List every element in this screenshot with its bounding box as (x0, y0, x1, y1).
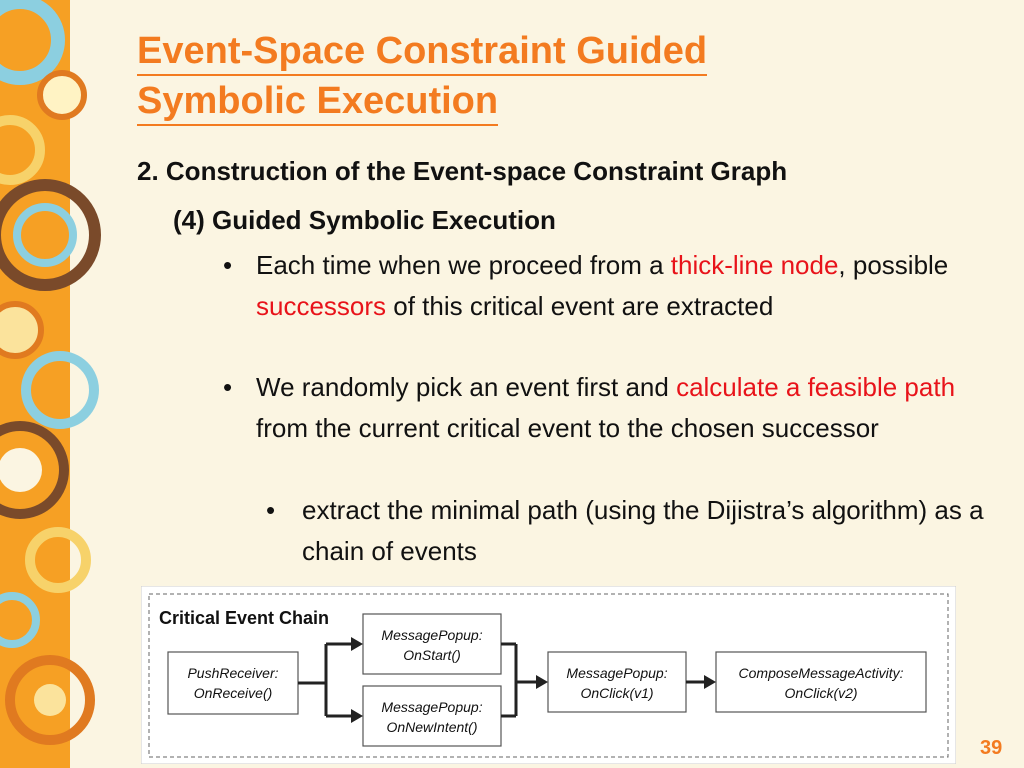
bullet-item-1 (223, 245, 996, 327)
node-label-line2: OnClick(v1) (580, 685, 654, 701)
slide-title-line2: Symbolic Execution (137, 78, 498, 126)
slide-title (137, 26, 707, 126)
node-label-line1: MessagePopup: (381, 699, 483, 715)
node-label-line1: MessagePopup: (381, 627, 483, 643)
node-label-line1: MessagePopup: (566, 665, 668, 681)
event-node (168, 652, 298, 714)
section-heading: 2. Construction of the Event-space Constraint Graph (137, 156, 788, 186)
figure-title: Critical Event Chain (159, 608, 330, 628)
decorative-circles-border (0, 0, 130, 768)
bullet2-text-2: from the current critical event to the chosen successor (256, 413, 879, 443)
node-label-line2: OnReceive() (193, 685, 273, 701)
bullet2-text-1: We randomly pick an event first and (256, 372, 677, 402)
bullet-dot: • (223, 250, 233, 280)
page-number: 39 (980, 737, 1003, 759)
bullet3-text: extract the minimal path (using the Dijistra’s algorithm) as a chain of events (302, 495, 984, 566)
event-node (716, 652, 926, 712)
bullet-item-3 (266, 490, 992, 572)
slide-title-line1: Event-Space Constraint Guided (137, 28, 707, 76)
event-node (363, 614, 501, 674)
bullet1-text-3: of this critical event are extracted (386, 291, 774, 321)
bullet1-highlight-1: thick-line node (670, 250, 839, 280)
bullet2-highlight-1: calculate a feasible path (676, 372, 956, 402)
event-node (363, 686, 501, 746)
node-label-line2: OnClick(v2) (784, 685, 858, 701)
bullet-dot: • (223, 372, 233, 402)
critical-event-chain-figure (141, 586, 956, 764)
bullet1-highlight-2: successors (256, 291, 387, 321)
event-node (548, 652, 686, 712)
bullet1-text-2: , possible (838, 250, 949, 280)
node-label-line1: ComposeMessageActivity: (738, 665, 904, 681)
bullet-item-2 (223, 367, 1001, 449)
bullet1-text-1: Each time when we proceed from a (256, 250, 671, 280)
node-label-line2: OnStart() (403, 647, 461, 663)
node-label-line1: PushReceiver: (187, 665, 279, 681)
subsection-heading: (4) Guided Symbolic Execution (173, 205, 556, 235)
bullet-dot: • (266, 495, 276, 525)
node-label-line2: OnNewIntent() (386, 719, 478, 735)
